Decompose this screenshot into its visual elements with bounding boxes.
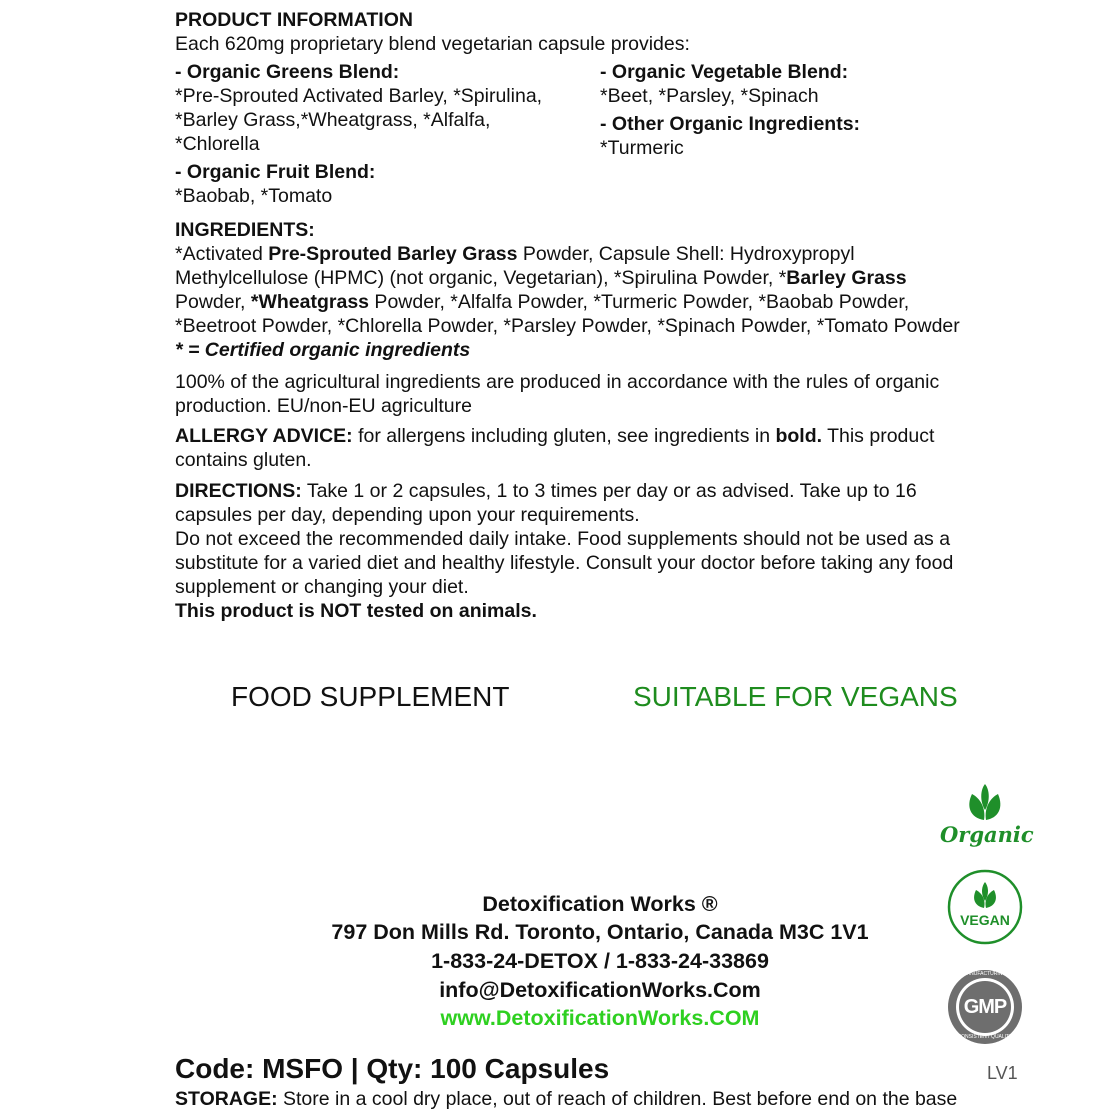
food-supplement-label: FOOD SUPPLEMENT xyxy=(231,681,510,712)
organic-badge-label: Organic xyxy=(940,822,1034,847)
ingredients-line: *Beetroot Powder, *Chlorella Powder, *Parsley Powder, *Spinach Powder, *Tomato Powder xyxy=(175,315,960,337)
fruit-blend-title: - Organic Fruit Blend: xyxy=(175,161,376,183)
directions-line: capsules per day, depending upon your requirements. xyxy=(175,504,640,526)
company-email[interactable]: info@DetoxificationWorks.Com xyxy=(439,978,761,1002)
product-code: Code: MSFO | Qty: 100 Capsules xyxy=(175,1053,610,1084)
agriculture-line: production. EU/non-EU agriculture xyxy=(175,395,472,417)
agriculture-line: 100% of the agricultural ingredients are produced in accordance with the rules of organic xyxy=(175,371,940,393)
ingredients-line: *Activated Pre-Sprouted Barley Grass Powder, Capsule Shell: Hydroxypropyl xyxy=(175,243,855,265)
fruit-blend-line: *Baobab, *Tomato xyxy=(175,185,333,207)
organic-badge xyxy=(940,780,1034,850)
vegan-badge-label: VEGAN xyxy=(960,912,1010,928)
fruit-blend xyxy=(175,160,375,208)
other-ingredients xyxy=(600,112,860,160)
company-website-link[interactable]: www.DetoxificationWorks.COM xyxy=(440,1006,760,1030)
directions xyxy=(175,479,953,623)
greens-blend xyxy=(175,60,542,156)
directions-line: Do not exceed the recommended daily intake. Food supplements should not be used as a xyxy=(175,528,951,550)
product-info-intro: Each 620mg proprietary blend vegetarian capsule provides: xyxy=(175,33,690,55)
allergy-line: ALLERGY ADVICE: for allergens including gluten, see ingredients in bold. This product xyxy=(175,425,935,447)
ingredients-line: Powder, *Wheatgrass Powder, *Alfalfa Powder, *Turmeric Powder, *Baobab Powder, xyxy=(175,291,910,313)
product-info-heading: PRODUCT INFORMATION xyxy=(175,9,413,31)
other-ingredients-title: - Other Organic Ingredients: xyxy=(600,113,861,135)
company-address: 797 Don Mills Rd. Toronto, Ontario, Canada M3C 1V1 xyxy=(331,920,869,944)
ingredients-section xyxy=(175,218,960,362)
gmp-badge-label: GMP xyxy=(963,996,1007,1018)
greens-blend-line: *Pre-Sprouted Activated Barley, *Spirulina, xyxy=(175,85,543,107)
vegetable-blend xyxy=(600,60,848,108)
agriculture-statement xyxy=(175,370,939,418)
directions-line: DIRECTIONS: Take 1 or 2 capsules, 1 to 3 times per day or as advised. Take up to 16 xyxy=(175,480,917,502)
company-name: Detoxification Works ® xyxy=(482,892,718,916)
suitable-for-vegans-label: SUITABLE FOR VEGANS xyxy=(633,681,958,712)
ingredients-line: Methylcellulose (HPMC) (not organic, Vegetarian), *Spirulina Powder, *Barley Grass xyxy=(175,267,907,289)
greens-blend-line: *Barley Grass,*Wheatgrass, *Alfalfa, xyxy=(175,109,491,131)
ingredients-heading: INGREDIENTS: xyxy=(175,219,315,241)
certified-organic-note: * = Certified organic ingredients xyxy=(175,339,471,361)
storage-line: STORAGE: Store in a cool dry place, out of reach of children. Best before end on the base xyxy=(175,1088,958,1110)
animal-testing-note: This product is NOT tested on animals. xyxy=(175,600,537,622)
greens-blend-title: - Organic Greens Blend: xyxy=(175,61,400,83)
vegetable-blend-title: - Organic Vegetable Blend: xyxy=(600,61,849,83)
allergy-advice xyxy=(175,424,934,472)
label-version: LV1 xyxy=(987,1063,1018,1083)
vegetable-blend-line: *Beet, *Parsley, *Spinach xyxy=(600,85,819,107)
allergy-line: contains gluten. xyxy=(175,449,312,471)
directions-line: substitute for a varied diet and healthy lifestyle. Consult your doctor before taking any food xyxy=(175,552,954,574)
gmp-ring-top-text: GOOD MANUFACTURING PRACTICE xyxy=(946,971,1033,977)
greens-blend-line: *Chlorella xyxy=(175,133,260,155)
company-phone[interactable]: 1-833-24-DETOX / 1-833-24-33869 xyxy=(431,949,769,973)
other-ingredients-line: *Turmeric xyxy=(600,137,684,159)
gmp-ring-bottom-text: CONSISTENT QUALITY xyxy=(957,1034,1013,1040)
directions-line: supplement or changing your diet. xyxy=(175,576,469,598)
